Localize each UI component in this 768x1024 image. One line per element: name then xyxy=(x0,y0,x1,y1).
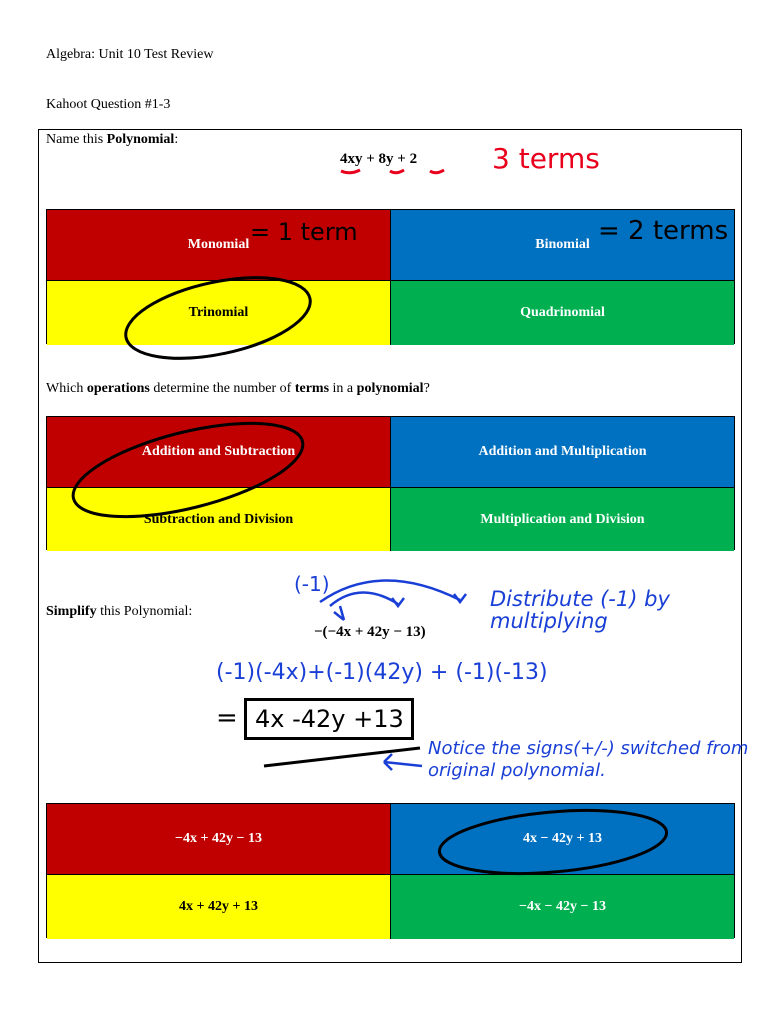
neg-one-note: (-1) xyxy=(294,572,330,596)
q2-answer-blue[interactable]: Addition and Multiplication xyxy=(391,417,734,488)
equals-sign: = xyxy=(216,703,238,733)
q2-prompt: Which operations determine the number of terms in a polynomial? xyxy=(46,381,430,396)
q1-expression: 4xy + 8y + 2 xyxy=(340,151,418,167)
q3-answer-green[interactable]: −4x − 42y − 13 xyxy=(391,875,734,939)
q3-answer-yellow[interactable]: 4x + 42y + 13 xyxy=(47,875,391,939)
document-title: Algebra: Unit 10 Test Review xyxy=(46,47,214,62)
q1-prompt: Name this Polynomial: xyxy=(46,132,179,147)
q1-answer-red[interactable]: Monomial xyxy=(47,210,391,281)
distribute-note: Distribute (-1) by multiplying xyxy=(490,587,670,633)
q1-answer-yellow[interactable]: Trinomial xyxy=(47,281,391,345)
q2-answer-grid xyxy=(46,416,735,550)
q1-answer-green[interactable]: Quadrinomial xyxy=(391,281,734,345)
q3-answer-red[interactable]: −4x + 42y − 13 xyxy=(47,804,391,875)
q3-answer-grid xyxy=(46,803,735,938)
q1-answer-blue[interactable]: Binomial xyxy=(391,210,734,281)
q2-answer-green[interactable]: Multiplication and Division xyxy=(391,488,734,551)
q3-prompt: Simplify this Polynomial: xyxy=(46,604,193,619)
q1-terms-note: 3 terms xyxy=(492,142,600,175)
work-line: (-1)(-4x)+(-1)(42y) + (-1)(-13) xyxy=(216,660,548,685)
boxed-result: 4x -42y +13 xyxy=(244,698,414,740)
notice-note: Notice the signs(+/-) switched from original polynomial. xyxy=(428,738,749,781)
q3-answer-blue[interactable]: 4x − 42y + 13 xyxy=(391,804,734,875)
binomial-note: = 2 terms xyxy=(598,216,729,246)
q2-answer-red[interactable]: Addition and Subtraction xyxy=(47,417,391,488)
monomial-note: = 1 term xyxy=(250,218,358,246)
q2-answer-yellow[interactable]: Subtraction and Division xyxy=(47,488,391,551)
q3-expression: −(−4x + 42y − 13) xyxy=(314,624,426,640)
document-subtitle: Kahoot Question #1-3 xyxy=(46,97,171,112)
